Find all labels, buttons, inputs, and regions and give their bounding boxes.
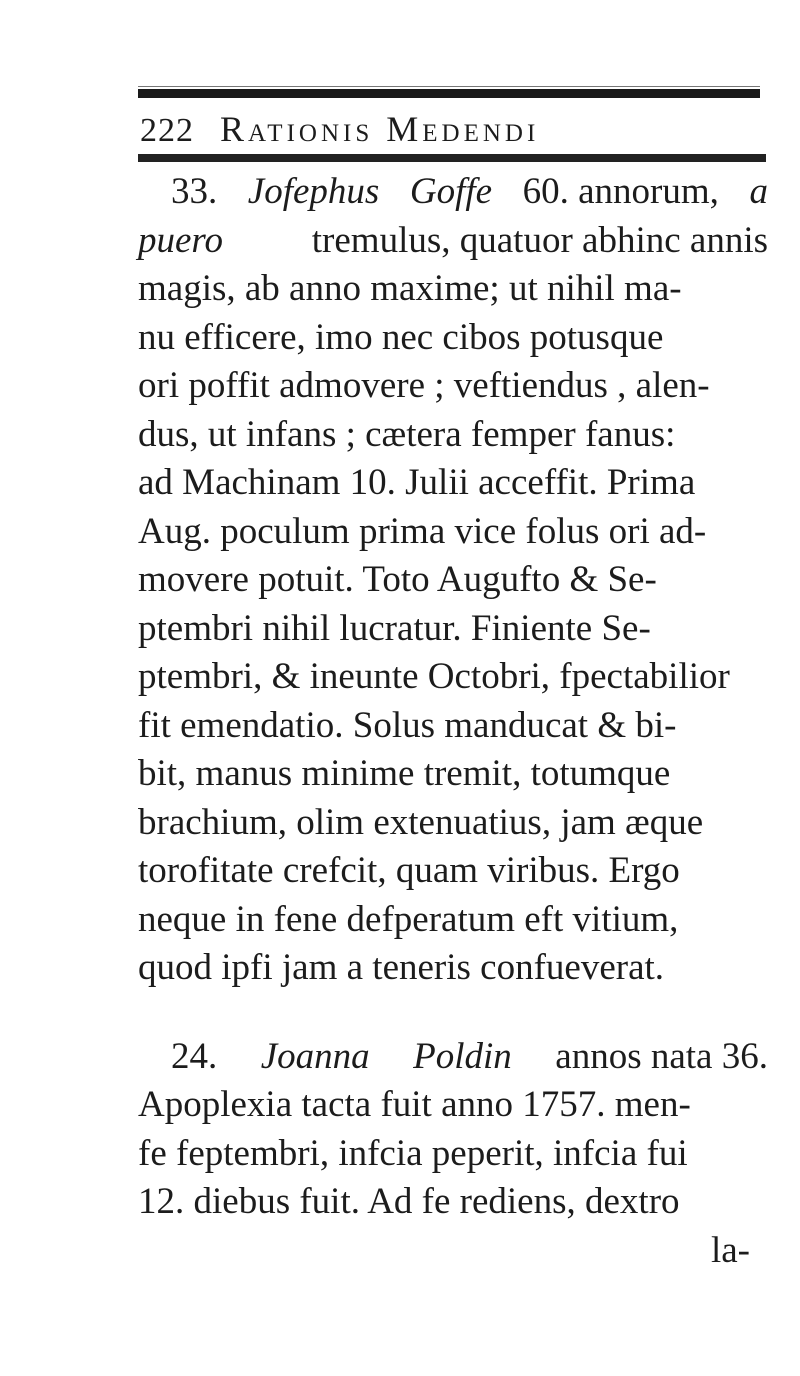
catchword: la- <box>710 1229 750 1271</box>
page-header <box>140 108 760 154</box>
case-number: 33. <box>171 171 218 212</box>
text-line: movere potuit. Toto Augufto & Se- <box>138 559 657 600</box>
text-line: dus, ut infans ; cætera femper fanus: <box>138 413 676 455</box>
case33-first-line <box>138 168 768 217</box>
text-fragment: tremulus, quatuor abhinc annis <box>311 219 768 261</box>
text-line: brachium, olim extenuatius, jam æque <box>138 801 704 843</box>
text-fragment: puero <box>138 219 223 261</box>
page-number: 222 <box>140 112 194 149</box>
body-text <box>138 168 768 1275</box>
text-fragment: annos nata 36. <box>555 1035 768 1077</box>
text-line: 12. diebus fuit. Ad fe rediens, dextro <box>138 1181 680 1222</box>
header-rule-top <box>138 89 760 98</box>
case-number: 24. <box>171 1035 218 1077</box>
running-head: Rationis Medendi <box>220 109 540 149</box>
text-line: ptembri, & ineunte Octobri, fpectabilior <box>138 656 730 697</box>
text-line: magis, ab anno maxime; ut nihil ma- <box>138 268 682 309</box>
patient-name: Joanna <box>260 1035 370 1077</box>
patient-surname: Poldin <box>413 1035 512 1077</box>
case24-first-line <box>138 1033 768 1082</box>
text-line: ori poffit admovere ; veftiendus , alen- <box>138 365 710 406</box>
text-fragment: a <box>749 171 768 212</box>
text-line: ad Machinam 10. Julii acceffit. Prima <box>138 462 696 503</box>
text-line: Aug. poculum prima vice folus ori ad- <box>138 510 707 552</box>
text-line: quod ipfi jam a teneris confueverat. <box>138 947 665 988</box>
text-line: Apoplexia tacta fuit anno 1757. men- <box>138 1084 691 1125</box>
patient-surname: Goffe <box>409 171 493 212</box>
text-line: bit, manus minime tremit, totumque <box>138 753 671 794</box>
text-fragment: 60. annorum, <box>522 171 719 212</box>
text-line: fit emendatio. Solus manducat & bi- <box>138 704 677 746</box>
text-line: fe feptembri, infcia peperit, infcia fui <box>138 1132 688 1174</box>
header-rule-bottom <box>138 154 766 162</box>
text-line: neque in fene defperatum eft vitium, <box>138 898 679 940</box>
patient-name: Jofephus <box>247 171 380 212</box>
text-line <box>138 217 768 266</box>
text-line: ptembri nihil lucratur. Finiente Se- <box>138 607 651 649</box>
paragraph-gap <box>138 993 768 1033</box>
text-line: torofitate crefcit, quam viribus. Ergo <box>138 850 680 891</box>
text-line: nu efficere, imo nec cibos potusque <box>138 316 664 358</box>
